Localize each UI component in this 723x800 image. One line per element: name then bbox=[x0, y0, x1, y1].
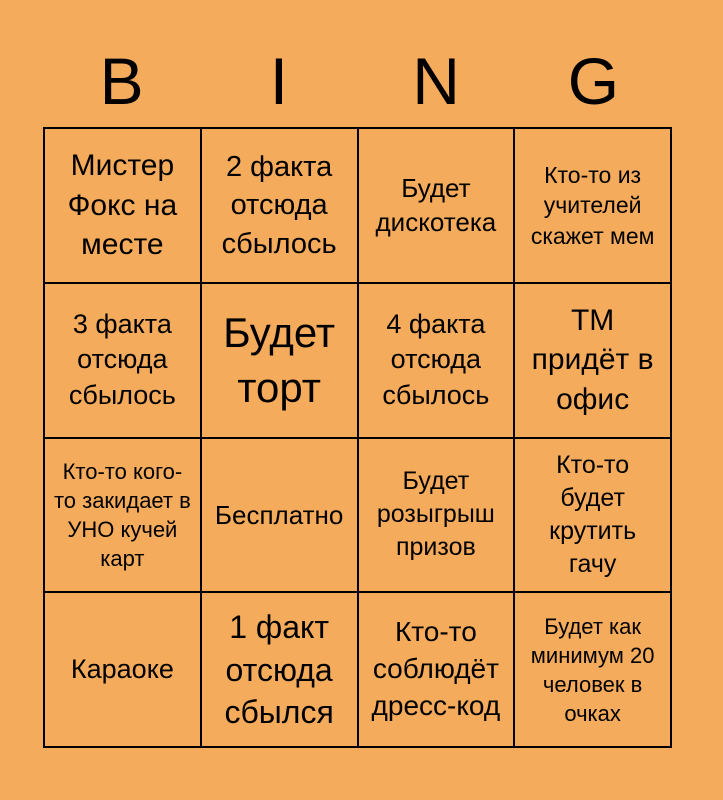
bingo-cell-text: Бесплатно bbox=[214, 499, 344, 530]
bingo-cell-text: 3 факта отсюда сбылось bbox=[68, 308, 176, 410]
bingo-cell-r4c2[interactable] bbox=[202, 593, 357, 746]
bingo-cell-text: ТМ придёт в офис bbox=[531, 303, 654, 416]
header-letter-g: G bbox=[567, 44, 620, 118]
bingo-cell-text: Кто-то соблюдёт дресс-код bbox=[371, 616, 501, 722]
bingo-cell-r4c3[interactable] bbox=[359, 593, 514, 746]
bingo-cell-text: Мистер Фокс на месте bbox=[67, 148, 178, 262]
bingo-cell-text: 4 факта отсюда сбылось bbox=[382, 308, 490, 410]
bingo-cell-r3c1[interactable] bbox=[45, 439, 200, 592]
bingo-header bbox=[43, 0, 672, 127]
bingo-cell-text: Кто-то будет крутить гачу bbox=[549, 450, 637, 578]
bingo-cell-text: Будет торт bbox=[223, 308, 336, 412]
header-letter-i: I bbox=[269, 44, 289, 118]
bingo-cell-text: Кто-то из учителей скажет мем bbox=[530, 161, 655, 249]
bingo-cell-text: Будет дискотека bbox=[375, 173, 497, 238]
bingo-cell-text: Будет как минимум 20 человек в очках bbox=[530, 613, 655, 726]
bingo-cell-r1c4[interactable] bbox=[515, 129, 670, 282]
bingo-cell-r2c4[interactable] bbox=[515, 284, 670, 437]
bingo-cell-r2c2[interactable] bbox=[202, 284, 357, 437]
bingo-cell-r1c3[interactable] bbox=[359, 129, 514, 282]
bingo-cell-text: Караоке bbox=[70, 653, 174, 684]
bingo-cell-r3c3[interactable] bbox=[359, 439, 514, 592]
bingo-cell-r1c2[interactable] bbox=[202, 129, 357, 282]
bingo-cell-text: Кто-то кого-то закидает в УНО кучей карт bbox=[53, 458, 191, 571]
bingo-cell-r3c2[interactable] bbox=[202, 439, 357, 592]
bingo-cell-text: 1 факт отсюда сбылся bbox=[224, 609, 334, 730]
header-letter-b: B bbox=[99, 44, 144, 118]
bingo-cell-r4c4[interactable] bbox=[515, 593, 670, 746]
bingo-cell-r1c1[interactable] bbox=[45, 129, 200, 282]
bingo-cell-r4c1[interactable] bbox=[45, 593, 200, 746]
bingo-grid bbox=[43, 127, 672, 748]
header-letter-n: N bbox=[412, 44, 460, 118]
bingo-cell-r2c3[interactable] bbox=[359, 284, 514, 437]
bingo-cell-text: 2 факта отсюда сбылось bbox=[221, 150, 337, 260]
bingo-cell-r2c1[interactable] bbox=[45, 284, 200, 437]
bingo-cell-r3c4[interactable] bbox=[515, 439, 670, 592]
bingo-cell-text: Будет розыгрыш призов bbox=[376, 467, 495, 562]
